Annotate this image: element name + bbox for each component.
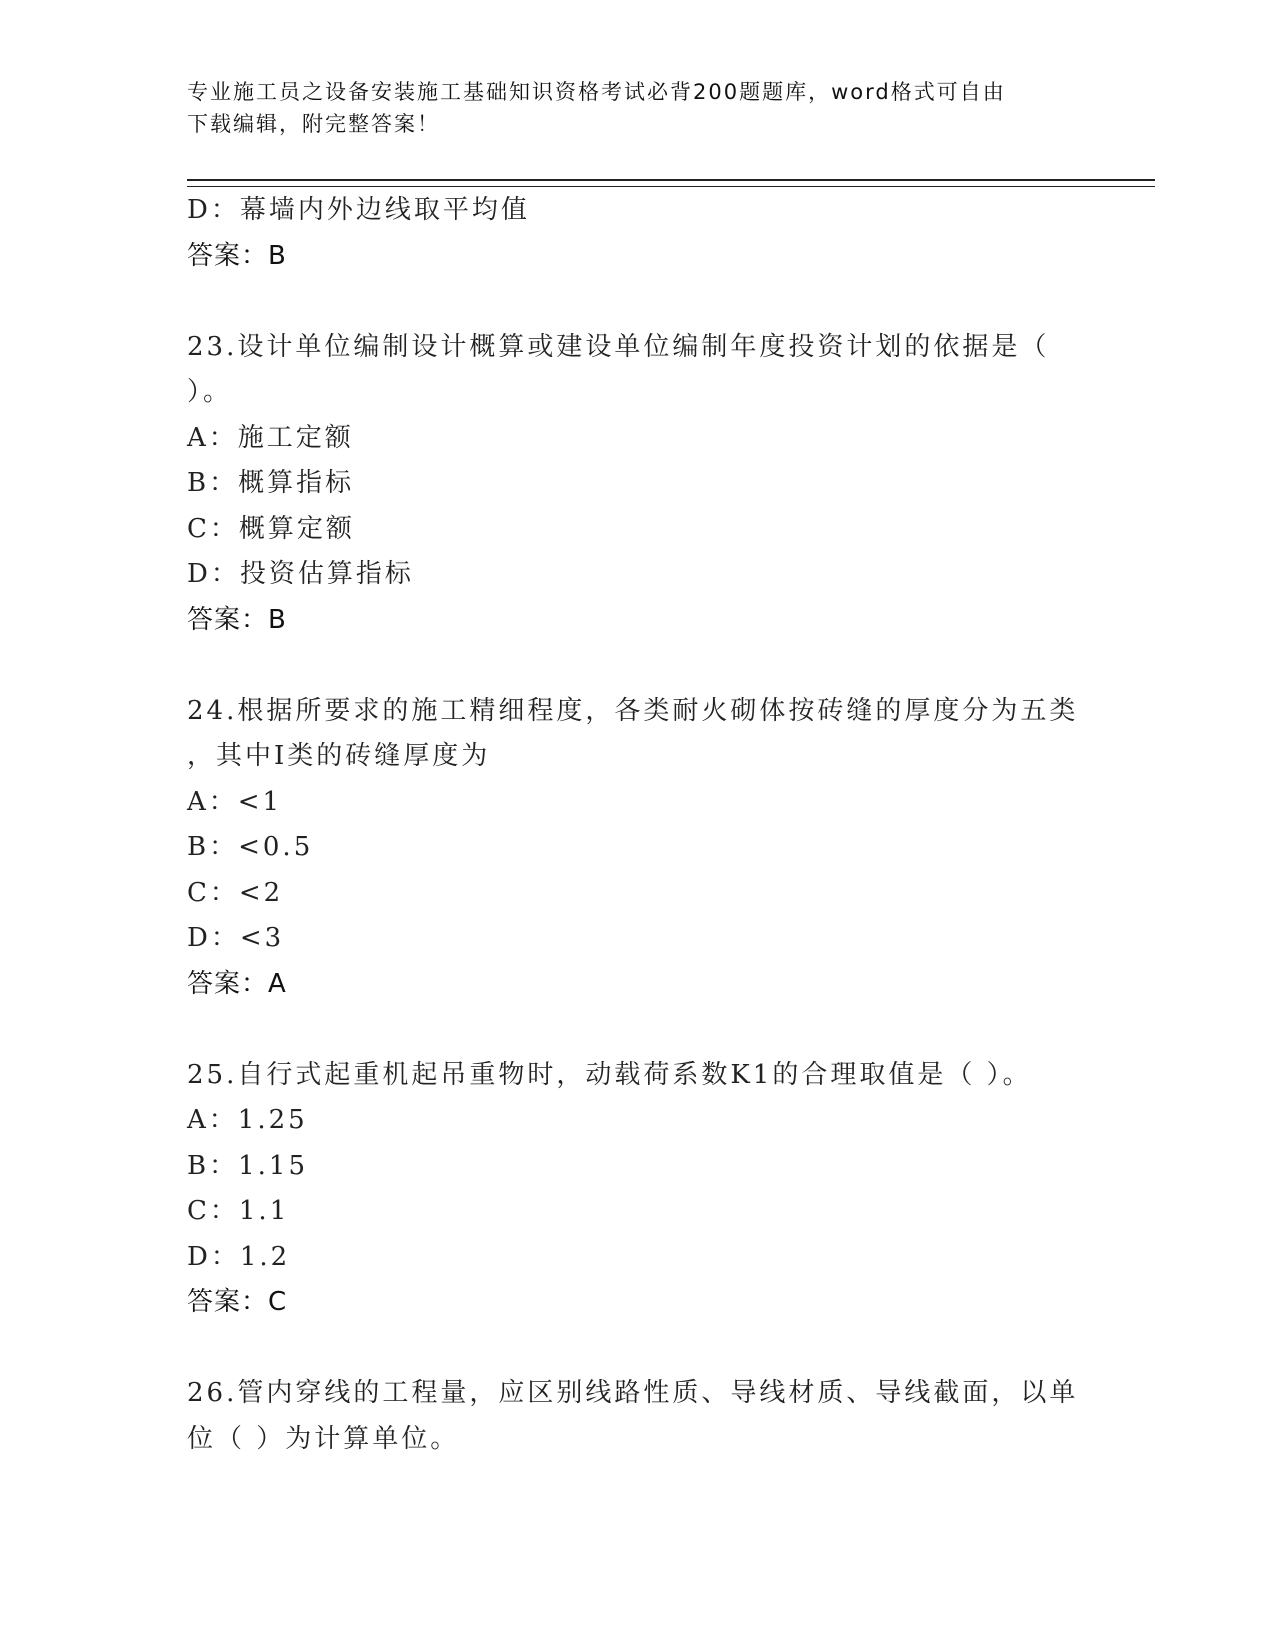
answer-line: 答案：B bbox=[187, 604, 287, 635]
question-22-tail bbox=[187, 188, 1087, 279]
spacer bbox=[187, 1326, 1087, 1372]
option-d: D：1.2 bbox=[187, 1241, 291, 1272]
option-b: B：<0.5 bbox=[187, 832, 314, 862]
option-a: A：1.25 bbox=[187, 1105, 308, 1135]
question-stem: 25.自行式起重机起吊重物时，动载荷系数K1的合理取值是（ ）。 bbox=[187, 1059, 1032, 1090]
option-b: B：概算指标 bbox=[187, 468, 355, 498]
spacer bbox=[187, 1007, 1087, 1053]
question-24 bbox=[187, 689, 1087, 1008]
option-a: A：施工定额 bbox=[187, 422, 354, 453]
spacer bbox=[187, 643, 1087, 689]
question-stem-continued: ，其中Ⅰ类的砖缝厚度为 bbox=[187, 741, 491, 771]
question-stem: 23.设计单位编制设计概算或建设单位编制年度投资计划的依据是（ bbox=[187, 331, 1050, 362]
question-list bbox=[187, 188, 1087, 1462]
document-header bbox=[187, 76, 1087, 140]
answer-line: 答案：A bbox=[187, 968, 287, 999]
answer-line: 答案：C bbox=[187, 1287, 288, 1317]
option-c: C：概算定额 bbox=[187, 513, 355, 544]
option-d: D：幕墙内外边线取平均值 bbox=[187, 195, 530, 225]
question-stem-continued: 位（ ）为计算单位。 bbox=[187, 1423, 460, 1454]
question-23 bbox=[187, 325, 1087, 644]
option-b: B：1.15 bbox=[187, 1150, 308, 1181]
answer-line: 答案：B bbox=[187, 240, 287, 271]
option-c: C：<2 bbox=[187, 877, 284, 908]
option-d: D：投资估算指标 bbox=[187, 559, 414, 589]
header-title-line-2: 下载编辑，附完整答案！ bbox=[187, 112, 440, 136]
question-25 bbox=[187, 1053, 1087, 1326]
question-26 bbox=[187, 1371, 1087, 1462]
question-stem: 24.根据所要求的施工精细程度，各类耐火砌体按砖缝的厚度分为五类 bbox=[187, 695, 1079, 726]
spacer bbox=[187, 279, 1087, 325]
header-title-line-1: 专业施工员之设备安装施工基础知识资格考试必背200题题库，word格式可自由 bbox=[187, 80, 1006, 104]
option-a: A：<1 bbox=[187, 786, 283, 817]
option-c: C：1.1 bbox=[187, 1196, 290, 1226]
header-divider bbox=[187, 179, 1155, 187]
question-stem: 26.管内穿线的工程量，应区别线路性质、导线材质、导线截面，以单 bbox=[187, 1378, 1079, 1408]
option-d: D：<3 bbox=[187, 923, 285, 953]
question-stem-continued: ）。 bbox=[187, 377, 233, 407]
